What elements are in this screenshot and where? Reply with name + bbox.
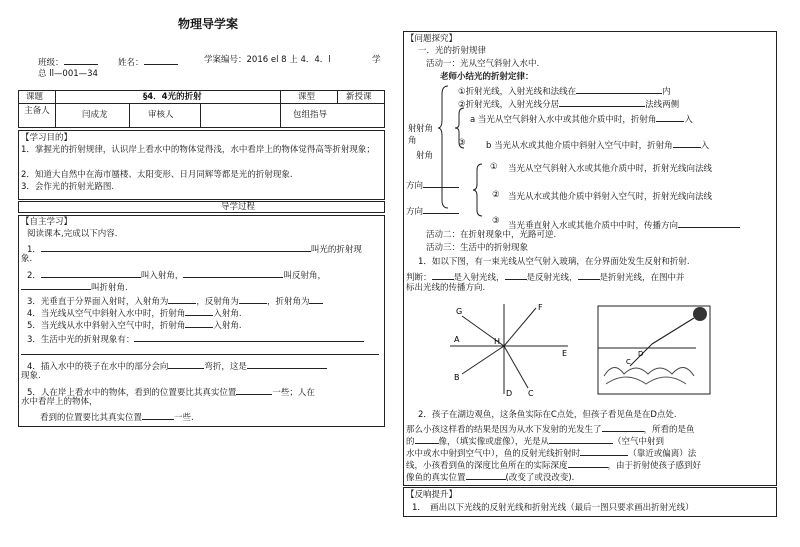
p2-blank-5[interactable]: [568, 458, 608, 468]
rule-6-dir: 方向: [406, 204, 459, 218]
q8-blank-1[interactable]: [236, 385, 272, 395]
label-d: D: [506, 389, 513, 398]
question-8-line3: 看到的位置要比其真实位置 一些.: [40, 410, 194, 424]
question-7: 4．插入水中的筷子在水中的部分会向 弯折，这是: [27, 359, 327, 373]
name-field: [118, 55, 178, 69]
q2-blank-1[interactable]: [41, 268, 141, 278]
process-label: 导学过程: [221, 202, 256, 212]
r2-blank[interactable]: [559, 97, 645, 107]
class-label: 班级：: [38, 58, 64, 68]
rule-6: 当光从水或其他介质中斜射入空气时，折射光线向法线: [508, 192, 713, 202]
rule-5-circle: ①: [490, 162, 498, 172]
ray-diagram: [440, 298, 580, 398]
rule-5: 当光从空气斜射入水或其他介质中时，折射光线向法线: [508, 164, 713, 174]
question-2-end: 叫折射角.: [21, 280, 128, 294]
question-8: 5．人在岸上看水中的物体，看到的位置要比其真实位置 一些；人在: [27, 385, 315, 399]
total-label: 总 ll—001—34: [38, 69, 98, 79]
q5-blank[interactable]: [185, 318, 213, 328]
question-5: 5．当光线从水中斜射入空气中时，折射角 入射角.: [27, 318, 242, 332]
r6-blank[interactable]: [423, 204, 459, 214]
rule-3-circle: ③: [458, 138, 466, 148]
self-study-intro: 阅读课本,完成以下内容.: [27, 229, 118, 239]
self-study-heading: 【自主学习】: [21, 217, 73, 227]
problem-2-e: 线，小孩看到鱼的深度比鱼所在的实际深度 ，由于折射使孩子感到好: [406, 458, 701, 472]
problem-1-b: 判断： 是入射光线， 是反射光线， 是折射光线，在图中并: [406, 270, 685, 284]
water-plants: [604, 367, 694, 376]
goals-heading: 【学习目的】: [21, 133, 73, 143]
question-1-end: 象.: [21, 254, 33, 264]
rule-3a: a 当光从空气斜射入水中或其他介质中时，折射角 入: [470, 112, 693, 126]
rule-6-circle: ②: [492, 190, 500, 200]
name-label: 姓名：: [118, 58, 144, 68]
label-f: F: [538, 303, 543, 312]
rule-1: ①折射光线，入射光线和法线在 内: [458, 84, 671, 98]
goal-item-3: 3．会作光的折射光路图.: [21, 182, 115, 192]
label-e: E: [562, 349, 568, 358]
q2-blank-3[interactable]: [21, 280, 91, 290]
inquiry-heading: 【问题探究】: [406, 34, 458, 44]
question-6-line2: [21, 345, 379, 359]
question-4: 4．当光线从空气中斜射入水中时，折射角 入射角.: [27, 306, 242, 320]
activity-3: 活动三：生活中的折射现象: [426, 243, 529, 253]
class-blank[interactable]: [64, 55, 98, 65]
reviewer-label: 审核人: [148, 110, 174, 120]
rule-3a-end: 射角: [416, 124, 434, 134]
r5-blank[interactable]: [423, 178, 459, 188]
goal-item-2: 2．知道大自然中在海市蜃楼、太阳变形、日月同辉等都是光的折射现象.: [21, 170, 293, 180]
feedback-q1: 1． 画出以下光线的反射光线和折射光线（最后一图只要求画出折射光线）: [412, 503, 694, 513]
problem-2-b: 那么小孩这样看的结果是因为从水下发射的光发生了 ，所看的是鱼: [406, 422, 695, 436]
inquiry-sub1: 一．光的折射规律: [418, 46, 487, 56]
p1-blank-1[interactable]: [432, 270, 454, 280]
brace-2: [470, 160, 486, 220]
ray-ob: [462, 346, 504, 374]
page-title: 物理导学案: [178, 17, 239, 31]
child-head-icon: [693, 307, 707, 321]
q8-blank-2[interactable]: [142, 410, 174, 420]
rule-2: ②折射光线，入射光线分居 法线两侧: [458, 97, 679, 111]
topic-label: 课题: [26, 92, 44, 102]
label-c: C: [528, 389, 534, 398]
name-blank[interactable]: [144, 55, 178, 65]
q1-blank[interactable]: [41, 242, 311, 252]
study-label: 学: [372, 55, 381, 65]
process-bar: [18, 201, 385, 213]
question-1: 1． 叫光的折射现: [27, 242, 362, 256]
feedback-heading: 【反响提升】: [406, 490, 458, 500]
q2-blank-2[interactable]: [183, 268, 283, 278]
rule-3b: b 当光从水或其他介质中斜射入空气中时，折射角 入: [486, 138, 709, 152]
q3-blank-1[interactable]: [168, 294, 196, 304]
question-8-line2: 水中看岸上的物体，: [21, 397, 98, 407]
editor-label: 主备人: [24, 106, 50, 116]
activity-2: 活动二：在折射现象中，光路可逆.: [426, 230, 557, 240]
label-h: H: [494, 337, 501, 346]
label-a: A: [454, 335, 460, 344]
rule-3b-end: 射角: [416, 151, 434, 161]
rule-7: 当光垂直射入水或其他介质中中时，传播方向: [508, 218, 740, 232]
goal-item-1: 1．掌握光的折射规律，认识岸上看水中的物体觉得浅，水中看岸上的物体觉得高等折射现象；: [21, 145, 375, 155]
label-b: B: [454, 373, 460, 382]
problem-2-c: 的 像，（填实像或虚像），光是从 （空气中射到: [406, 434, 664, 448]
r3-blank[interactable]: [656, 112, 684, 122]
activity-1: 活动一：光从空气斜射入水中.: [426, 59, 540, 69]
type-value: 新授课: [346, 92, 372, 102]
label-fish-c: C: [626, 358, 631, 366]
p2-blank-4[interactable]: [580, 446, 628, 456]
topic-value: §4．4光的折射: [143, 92, 202, 102]
editor-value: 闫成龙: [82, 110, 108, 120]
teacher-summary: 老师小结光的折射定律：: [440, 72, 534, 82]
q6-blank[interactable]: [134, 332, 364, 342]
p1-blank-2[interactable]: [505, 270, 527, 280]
p2-blank-6[interactable]: [466, 470, 506, 480]
type-label: 课型: [298, 92, 316, 102]
p2-blank-3[interactable]: [549, 434, 613, 444]
q7-blank-2[interactable]: [247, 359, 327, 369]
rule-7-circle: ③: [492, 216, 500, 226]
ray-of: [504, 308, 536, 346]
problem-1: 1．如以下图，有一束光线从空气射入玻璃，在分界面处发生反射和折射.: [418, 257, 690, 267]
q6-blank-2[interactable]: [21, 345, 379, 355]
rule-5-dir: 方向: [406, 178, 459, 192]
refraction-law-label: 射: [408, 124, 417, 134]
q3-blank-2[interactable]: [239, 294, 267, 304]
problem-2: 2．孩子在湖边观鱼，这条鱼实际在C点处，但孩子看见鱼是在D点处.: [418, 410, 677, 420]
problem-2-d: 水中或水中射到空气中），鱼的反射光线折射时 （靠近或偏离）法: [406, 446, 696, 460]
fish-diagram: [596, 300, 716, 400]
p2-blank-1[interactable]: [602, 422, 644, 432]
q4-blank[interactable]: [185, 306, 213, 316]
question-3: 3．光垂直于分界面入射时，入射角为 ，反射角为 ，折射角为: [27, 294, 323, 308]
question-6: 3．生活中光的折射现象有：: [27, 332, 364, 346]
r4-blank[interactable]: [673, 138, 701, 148]
refraction-law-label-2: 角: [408, 136, 417, 146]
ray-oc: [504, 346, 528, 388]
label-fish-d: D: [638, 350, 644, 358]
p1-blank-3[interactable]: [578, 270, 600, 280]
code-label: 学案编号：2016 el 8 上 4．4．l: [204, 55, 331, 65]
question-7-end: 现象.: [21, 371, 41, 381]
class-field: [38, 55, 98, 69]
problem-1-c: 标出光线的传播方向.: [406, 283, 486, 293]
q3-blank-3[interactable]: [309, 294, 323, 304]
q7-blank-1[interactable]: [168, 359, 204, 369]
r1-blank[interactable]: [576, 84, 662, 94]
group-label: 包组指导: [293, 110, 328, 120]
problem-2-f: 像鱼的真实位置 (改变了或没改变).: [406, 470, 574, 484]
question-2: 2． 叫入射角， 叫反射角，: [27, 268, 326, 282]
label-g: G: [456, 307, 463, 316]
p2-blank-2[interactable]: [415, 434, 439, 444]
r7-blank[interactable]: [678, 218, 740, 228]
